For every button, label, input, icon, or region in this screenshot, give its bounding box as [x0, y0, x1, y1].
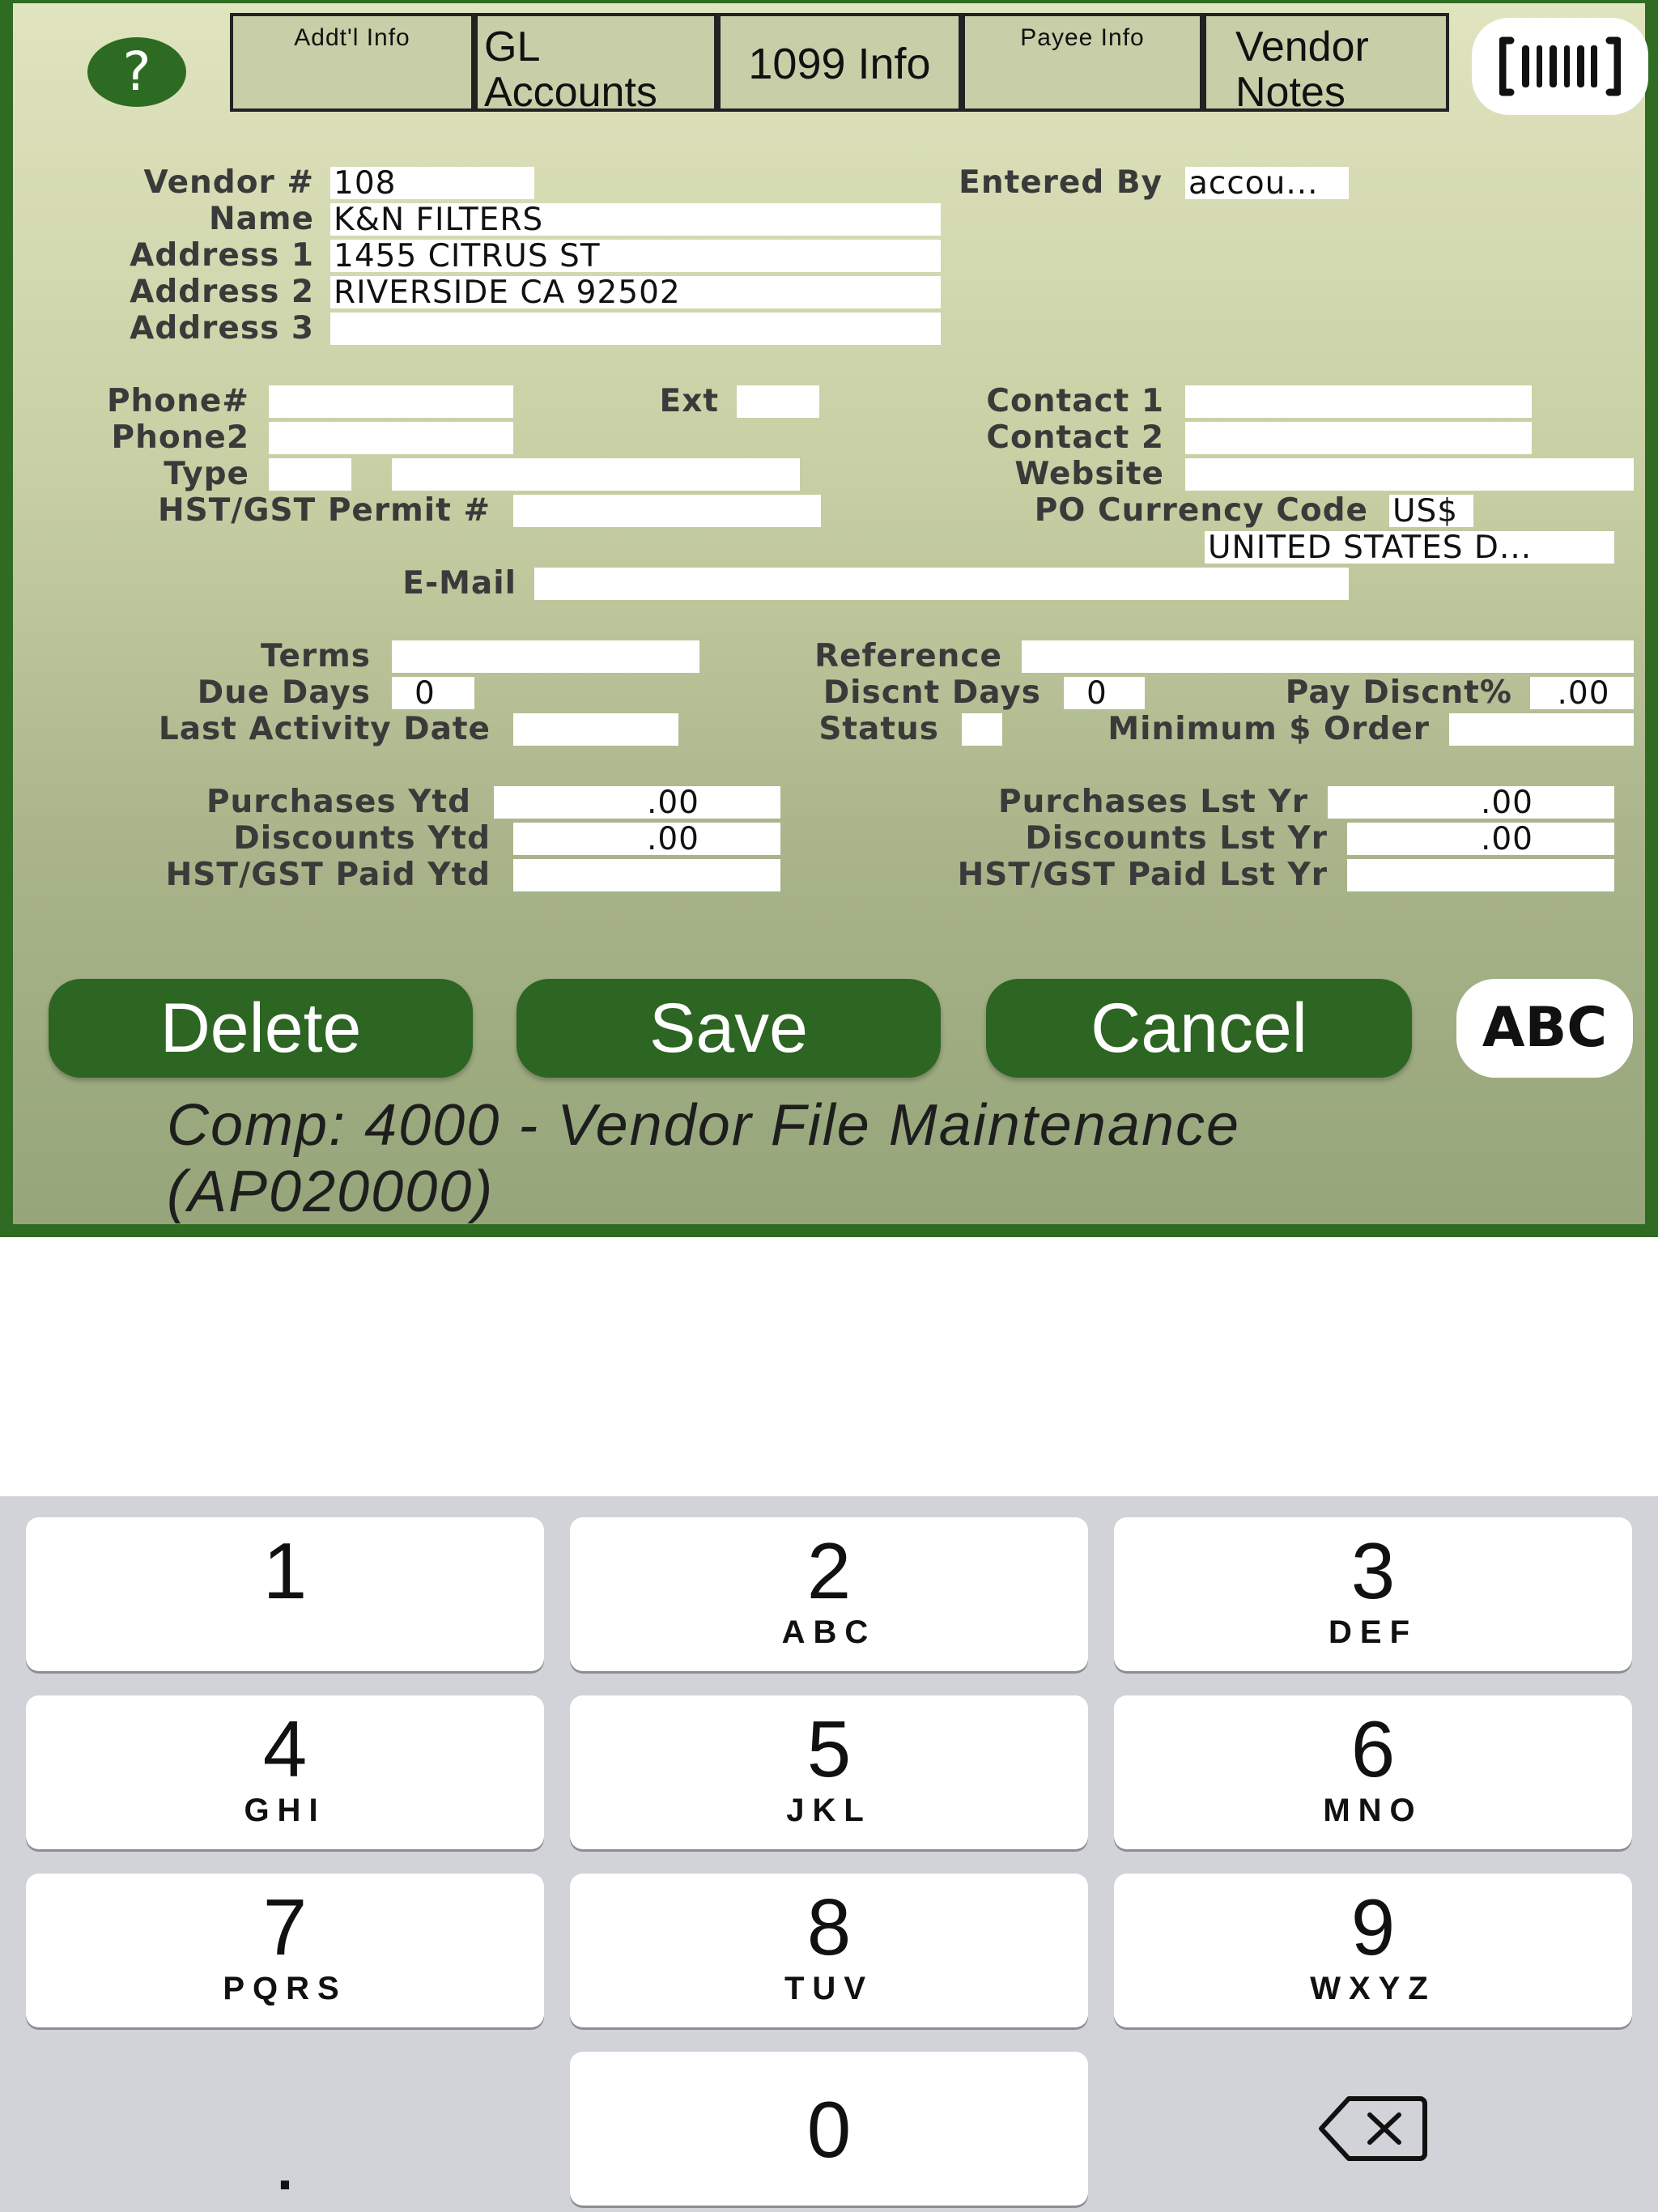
reference-field[interactable]: [1022, 640, 1634, 673]
entered-by-field: accou...: [1185, 167, 1349, 199]
hst-permit-field[interactable]: [513, 495, 821, 527]
address3-label: Address 3: [130, 310, 314, 347]
entered-by-label: Entered By: [959, 164, 1163, 201]
key-0[interactable]: [570, 2052, 1088, 2206]
save-button[interactable]: Save: [517, 979, 941, 1078]
email-label: E-Mail: [402, 565, 517, 602]
phone-field[interactable]: [269, 385, 513, 418]
tab-payee-info[interactable]: Payee Info: [962, 13, 1203, 112]
help-button[interactable]: ?: [87, 37, 186, 107]
screen-title-line2: (AP020000): [167, 1159, 495, 1224]
reference-label: Reference: [814, 638, 1002, 674]
key-digit: 4: [262, 1704, 308, 1793]
screen-title: [167, 1092, 1543, 1225]
type-code-field[interactable]: [269, 458, 351, 491]
key-digit: 5: [806, 1704, 852, 1793]
screen-title-line1: Comp: 4000 - Vendor File Maintenance: [167, 1093, 1241, 1158]
key-letters: TUV: [784, 1971, 874, 2006]
address3-field[interactable]: [330, 313, 941, 345]
terms-field[interactable]: [392, 640, 699, 673]
key-1[interactable]: [26, 1517, 544, 1671]
key-digit: 1: [262, 1526, 308, 1615]
website-label: Website: [1014, 456, 1164, 492]
barcode-scanner-icon: [1499, 34, 1621, 99]
hst-paid-last-year-field: [1347, 859, 1614, 891]
tab-1099-info[interactable]: 1099 Info: [717, 13, 962, 112]
discounts-ytd-field: .00: [513, 823, 780, 855]
delete-button[interactable]: Delete: [49, 979, 473, 1078]
due-days-label: Due Days: [197, 674, 371, 711]
key-7[interactable]: [26, 1874, 544, 2027]
key-digit: 2: [806, 1526, 852, 1615]
key-letters: ABC: [781, 1614, 877, 1650]
minimum-order-field[interactable]: [1449, 713, 1634, 746]
type-label: Type: [164, 456, 249, 492]
phone2-label: Phone2: [111, 419, 249, 456]
address2-label: Address 2: [130, 274, 314, 310]
website-field[interactable]: [1185, 458, 1634, 491]
contact2-field[interactable]: [1185, 422, 1532, 454]
key-3[interactable]: [1114, 1517, 1632, 1671]
key-5[interactable]: [570, 1695, 1088, 1849]
hst-paid-ytd-label: HST/GST Paid Ytd: [165, 857, 491, 893]
phone-label: Phone#: [106, 383, 249, 419]
key-digit: 3: [1350, 1526, 1396, 1615]
address1-field[interactable]: 1455 CITRUS ST: [330, 240, 941, 272]
po-currency-description: UNITED STATES D...: [1205, 531, 1614, 564]
key-letters: PQRS: [223, 1971, 347, 2006]
discounts-last-year-label: Discounts Lst Yr: [1025, 820, 1328, 857]
tab-vendor-notes[interactable]: Vendor Notes: [1203, 13, 1449, 112]
key-digit: 0: [806, 2085, 852, 2174]
contact2-label: Contact 2: [986, 419, 1164, 456]
purchases-last-year-field: .00: [1328, 786, 1614, 819]
barcode-scan-button[interactable]: [1472, 18, 1648, 115]
key-digit: 6: [1350, 1704, 1396, 1793]
pay-discount-percent-label: Pay Discnt%: [1285, 674, 1512, 711]
abc-keyboard-toggle-button[interactable]: ABC: [1456, 979, 1633, 1078]
discount-days-field[interactable]: 0: [1064, 677, 1145, 709]
purchases-ytd-field: .00: [494, 786, 780, 819]
key-letters: JKL: [786, 1793, 872, 1828]
key-digit: 7: [262, 1882, 308, 1972]
purchases-last-year-label: Purchases Lst Yr: [998, 784, 1308, 820]
last-activity-date-field: [513, 713, 678, 746]
key-decimal[interactable]: [26, 2052, 544, 2206]
backspace-key[interactable]: [1114, 2052, 1632, 2206]
email-field[interactable]: [534, 568, 1349, 600]
backspace-icon: [1316, 2092, 1430, 2165]
key-8[interactable]: [570, 1874, 1088, 2027]
cancel-button[interactable]: Cancel: [986, 979, 1412, 1078]
hst-paid-last-year-label: HST/GST Paid Lst Yr: [957, 857, 1328, 893]
last-activity-date-label: Last Activity Date: [158, 711, 491, 747]
po-currency-field[interactable]: US$: [1389, 495, 1473, 527]
name-label: Name: [208, 201, 314, 237]
address2-field[interactable]: RIVERSIDE CA 92502: [330, 276, 941, 308]
vendor-number-field[interactable]: 108: [330, 167, 534, 199]
phone2-field[interactable]: [269, 422, 513, 454]
minimum-order-label: Minimum $ Order: [1107, 711, 1430, 747]
discount-days-label: Discnt Days: [823, 674, 1041, 711]
key-letters: WXYZ: [1310, 1971, 1436, 2006]
discounts-ytd-label: Discounts Ytd: [233, 820, 491, 857]
key-9[interactable]: [1114, 1874, 1632, 2027]
decimal-point: .: [276, 2138, 293, 2202]
tab-gl-accounts[interactable]: GL Accounts: [474, 13, 717, 112]
vendor-number-label: Vendor #: [143, 164, 314, 201]
key-2[interactable]: [570, 1517, 1088, 1671]
purchases-ytd-label: Purchases Ytd: [206, 784, 471, 820]
due-days-field[interactable]: 0: [392, 677, 474, 709]
key-digit: 8: [806, 1882, 852, 1972]
status-field[interactable]: [962, 713, 1002, 746]
pay-discount-percent-field[interactable]: .00: [1530, 677, 1634, 709]
key-4[interactable]: [26, 1695, 544, 1849]
contact1-field[interactable]: [1185, 385, 1532, 418]
po-currency-label: PO Currency Code: [1034, 492, 1368, 529]
key-letters: DEF: [1329, 1614, 1418, 1650]
key-digit: 9: [1350, 1882, 1396, 1972]
numeric-keypad: [0, 1496, 1658, 2212]
tab-addtl-info[interactable]: Addt'l Info: [230, 13, 474, 112]
type-description-field: [392, 458, 800, 491]
discounts-last-year-field: .00: [1347, 823, 1614, 855]
status-label: Status: [818, 711, 939, 747]
hst-paid-ytd-field: [513, 859, 780, 891]
key-letters: GHI: [244, 1793, 326, 1828]
key-6[interactable]: [1114, 1695, 1632, 1849]
terms-label: Terms: [261, 638, 371, 674]
hst-permit-label: HST/GST Permit #: [157, 492, 491, 529]
key-letters: MNO: [1323, 1793, 1423, 1828]
ext-label: Ext: [659, 383, 719, 419]
contact1-label: Contact 1: [986, 383, 1164, 419]
name-field[interactable]: K&N FILTERS: [330, 203, 941, 236]
address1-label: Address 1: [130, 237, 314, 274]
ext-field[interactable]: [737, 385, 819, 418]
